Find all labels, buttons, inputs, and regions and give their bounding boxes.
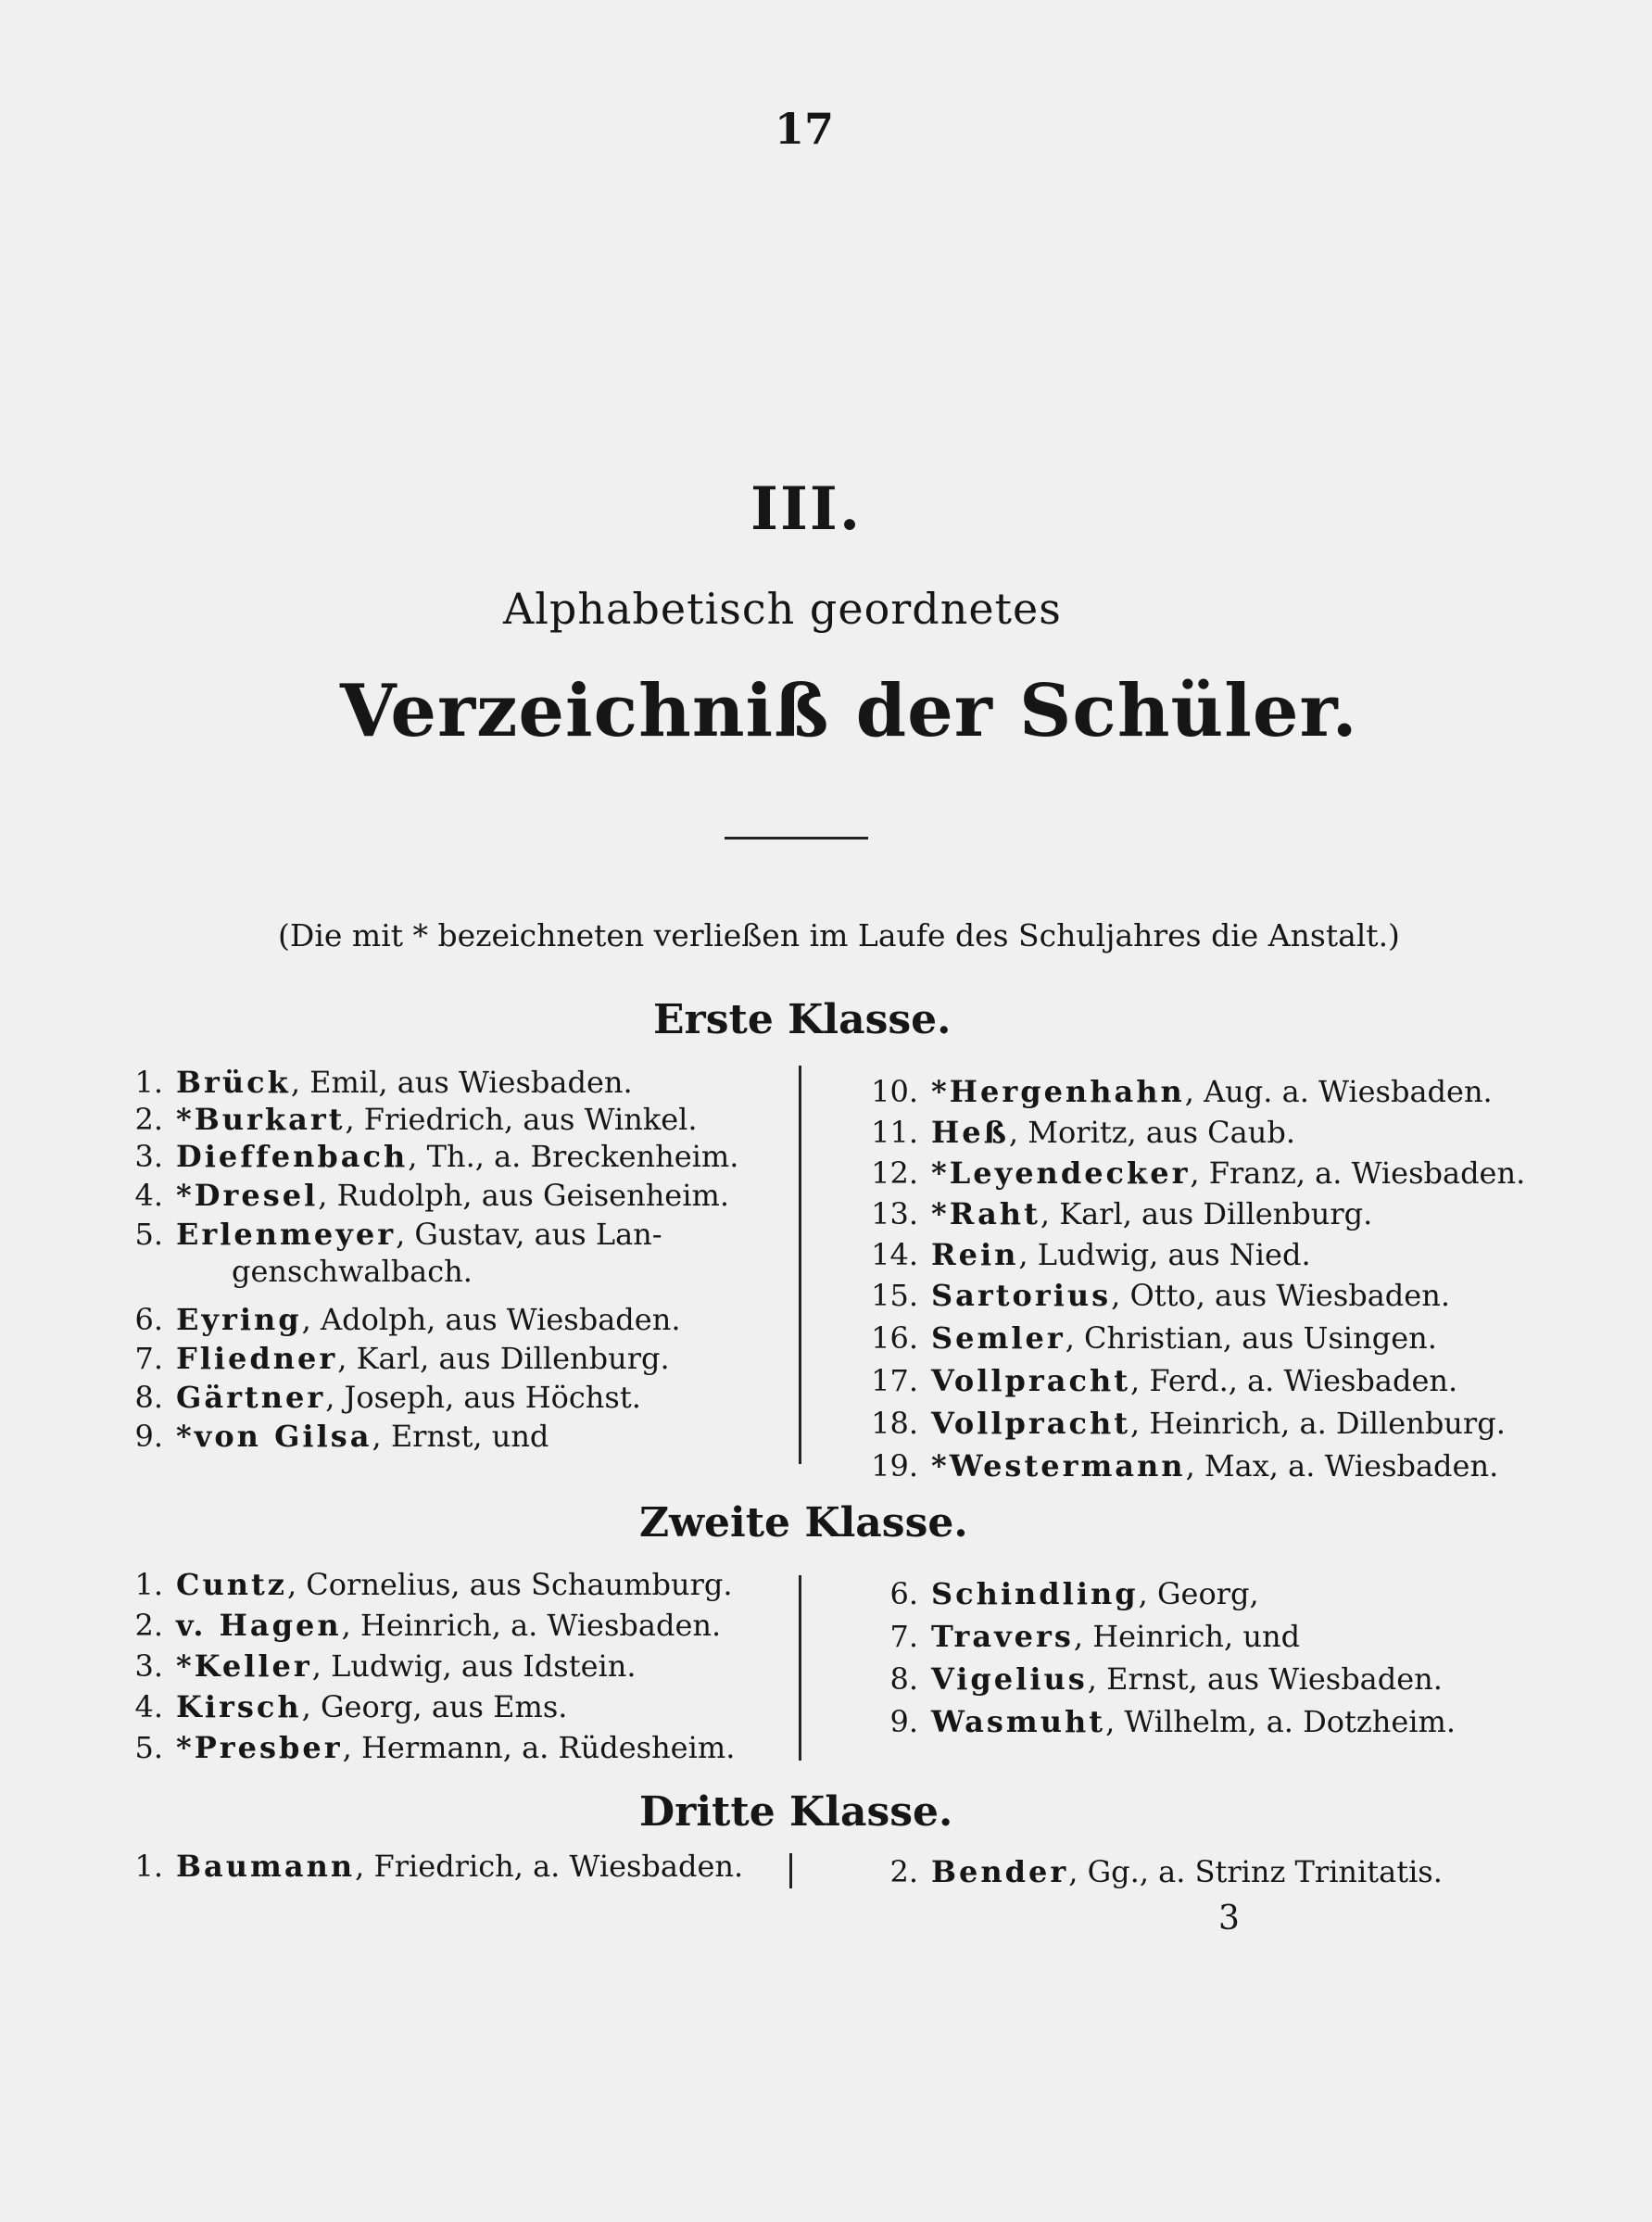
entry-details: , Th., a. Breckenheim. bbox=[408, 1139, 739, 1174]
list-item bbox=[102, 1566, 733, 1603]
entry-surname: Travers bbox=[931, 1619, 1074, 1654]
entry-number: 14. bbox=[871, 1237, 918, 1272]
list-item bbox=[839, 1155, 1525, 1192]
list-item bbox=[102, 1064, 633, 1101]
list-item bbox=[102, 1729, 735, 1766]
entry-number: 18. bbox=[871, 1406, 918, 1441]
list-item bbox=[839, 1660, 1443, 1698]
entry-number: 11. bbox=[871, 1115, 918, 1150]
entry-surname: Bender bbox=[931, 1854, 1069, 1889]
page-title: Verzeichniß der Schüler. bbox=[340, 669, 1358, 753]
entry-details: , Georg, aus Ems. bbox=[301, 1689, 568, 1724]
entry-surname: Eyring bbox=[176, 1302, 302, 1337]
entry-details: , Heinrich, und bbox=[1073, 1619, 1301, 1654]
entry-number: 8. bbox=[134, 1380, 163, 1415]
entry-number: 1. bbox=[134, 1567, 163, 1602]
entry-number: 4. bbox=[134, 1689, 163, 1724]
entry-number: 1. bbox=[134, 1849, 163, 1884]
entry-details: , Max, a. Wiesbaden. bbox=[1185, 1448, 1499, 1483]
entry-surname: v. Hagen bbox=[176, 1608, 342, 1643]
list-item bbox=[839, 1114, 1295, 1151]
entry-number: 19. bbox=[871, 1448, 918, 1483]
entry-details: , Ludwig, aus Idstein. bbox=[311, 1648, 637, 1684]
list-item bbox=[102, 1301, 680, 1338]
list-item bbox=[102, 1216, 662, 1253]
entry-details: , Friedrich, aus Winkel. bbox=[345, 1102, 698, 1137]
entry-surname: Baumann bbox=[176, 1849, 356, 1884]
entry-details: , Ernst, und bbox=[372, 1419, 549, 1454]
entry-number: 7. bbox=[134, 1341, 163, 1376]
entry-surname: Sartorius bbox=[931, 1278, 1112, 1313]
entry-details: , Wilhelm, a. Dotzheim. bbox=[1105, 1704, 1457, 1739]
entry-surname: Wasmuht bbox=[931, 1704, 1106, 1739]
list-item bbox=[839, 1236, 1311, 1273]
entry-details: , Rudolph, aus Geisenheim. bbox=[318, 1178, 729, 1213]
entry-surname: Vollpracht bbox=[931, 1363, 1131, 1398]
entry-details: , Karl, aus Dillenburg. bbox=[1040, 1196, 1373, 1231]
entry-details: , Heinrich, a. Dillenburg. bbox=[1130, 1406, 1506, 1441]
entry-surname: *Leyendecker bbox=[931, 1155, 1191, 1191]
entry-number: 6. bbox=[134, 1302, 163, 1337]
entry-surname: *Presber bbox=[176, 1730, 343, 1765]
section-number: III. bbox=[750, 474, 863, 544]
signature-mark: 3 bbox=[1218, 1900, 1240, 1938]
entry-details: , Adolph, aus Wiesbaden. bbox=[301, 1302, 681, 1337]
entry-surname: Gärtner bbox=[176, 1380, 326, 1415]
entry-details: , Heinrich, a. Wiesbaden. bbox=[341, 1608, 722, 1643]
list-item bbox=[839, 1575, 1259, 1612]
entry-details: , Gg., a. Strinz Trinitatis. bbox=[1068, 1854, 1443, 1889]
entry-surname: *Dresel bbox=[176, 1178, 319, 1213]
list-item bbox=[102, 1177, 729, 1214]
column-divider bbox=[799, 1575, 801, 1761]
entry-surname: Fliedner bbox=[176, 1341, 338, 1376]
entry-surname: Heß bbox=[931, 1115, 1009, 1150]
entry-number: 5. bbox=[134, 1217, 163, 1252]
explanatory-note: (Die mit * bezeichneten verließen im Laufe des Schuljahres die Anstalt.) bbox=[278, 917, 1400, 953]
entry-details: , Otto, aus Wiesbaden. bbox=[1111, 1278, 1450, 1313]
list-item bbox=[839, 1073, 1493, 1110]
list-item bbox=[839, 1618, 1300, 1655]
entry-number: 10. bbox=[871, 1074, 918, 1109]
entry-surname: Brück bbox=[176, 1065, 291, 1100]
class-heading-dritte: Dritte Klasse. bbox=[639, 1788, 953, 1836]
entry-details: , Karl, aus Dillenburg. bbox=[337, 1341, 670, 1376]
list-item bbox=[102, 1340, 670, 1377]
entry-details: , Christian, aus Usingen. bbox=[1065, 1320, 1437, 1356]
list-item bbox=[102, 1418, 549, 1455]
entry-details: , Cornelius, aus Schaumburg. bbox=[286, 1567, 733, 1602]
entry-number: 9. bbox=[134, 1419, 163, 1454]
list-item bbox=[839, 1195, 1372, 1232]
list-item bbox=[102, 1648, 637, 1685]
list-item bbox=[102, 1379, 641, 1416]
list-item bbox=[102, 1848, 743, 1885]
entry-number: 15. bbox=[871, 1278, 918, 1313]
entry-details: , Aug. a. Wiesbaden. bbox=[1184, 1074, 1493, 1109]
entry-number: 12. bbox=[871, 1155, 918, 1191]
entry-details: , Joseph, aus Höchst. bbox=[325, 1380, 641, 1415]
entry-surname: *Keller bbox=[176, 1648, 312, 1684]
entry-surname: Vollpracht bbox=[931, 1406, 1131, 1441]
entry-details: , Ferd., a. Wiesbaden. bbox=[1130, 1363, 1458, 1398]
subtitle: Alphabetisch geordnetes bbox=[503, 584, 1062, 634]
list-item bbox=[839, 1853, 1443, 1890]
entry-details: , Ludwig, aus Nied. bbox=[1018, 1237, 1311, 1272]
entry-surname: *Raht bbox=[931, 1196, 1040, 1231]
list-item bbox=[839, 1277, 1450, 1314]
entry-number: 2. bbox=[134, 1608, 163, 1643]
entry-number: 5. bbox=[134, 1730, 163, 1765]
entry-number: 9. bbox=[889, 1704, 918, 1739]
class-heading-erste: Erste Klasse. bbox=[653, 996, 952, 1043]
entry-surname: *Burkart bbox=[176, 1102, 346, 1137]
entry-details: , Hermann, a. Rüdesheim. bbox=[342, 1730, 736, 1765]
entry-surname: *Hergenhahn bbox=[931, 1074, 1185, 1109]
entry-number: 3. bbox=[134, 1648, 163, 1684]
column-divider bbox=[799, 1066, 801, 1464]
class-heading-zweite: Zweite Klasse. bbox=[639, 1499, 968, 1547]
entry-number: 6. bbox=[889, 1576, 918, 1611]
list-item bbox=[839, 1319, 1437, 1357]
entry-number: 17. bbox=[871, 1363, 918, 1398]
list-item bbox=[839, 1703, 1456, 1740]
entry-details: , Gustav, aus Lan- bbox=[396, 1217, 662, 1252]
column-divider bbox=[789, 1853, 792, 1888]
entry-surname: Kirsch bbox=[176, 1689, 302, 1724]
entry-number: 1. bbox=[134, 1065, 163, 1100]
entry-surname: Rein bbox=[931, 1237, 1019, 1272]
entry-surname: Cuntz bbox=[176, 1567, 287, 1602]
entry-details: , Georg, bbox=[1138, 1576, 1259, 1611]
list-item bbox=[839, 1447, 1498, 1484]
entry-details: , Emil, aus Wiesbaden. bbox=[290, 1065, 633, 1100]
entry-number: 2. bbox=[889, 1854, 918, 1889]
entry-number: 8. bbox=[889, 1661, 918, 1697]
divider bbox=[725, 837, 868, 840]
entry-number: 2. bbox=[134, 1102, 163, 1137]
entry-number: 7. bbox=[889, 1619, 918, 1654]
entry-surname: Dieffenbach bbox=[176, 1139, 409, 1174]
entry-number: 16. bbox=[871, 1320, 918, 1356]
list-item-continuation: genschwalbach. bbox=[232, 1254, 473, 1289]
entry-details: , Moritz, aus Caub. bbox=[1008, 1115, 1295, 1150]
entry-surname: *Westermann bbox=[931, 1448, 1186, 1483]
entry-surname: *von Gilsa bbox=[176, 1419, 372, 1454]
list-item bbox=[102, 1688, 567, 1725]
entry-surname: Vigelius bbox=[931, 1661, 1088, 1697]
entry-surname: Schindling bbox=[931, 1576, 1139, 1611]
list-item bbox=[839, 1405, 1506, 1442]
entry-details: , Franz, a. Wiesbaden. bbox=[1190, 1155, 1526, 1191]
list-item bbox=[839, 1362, 1457, 1399]
entry-surname: Erlenmeyer bbox=[176, 1217, 397, 1252]
entry-number: 4. bbox=[134, 1178, 163, 1213]
page-number: 17 bbox=[775, 104, 835, 154]
entry-surname: Semler bbox=[931, 1320, 1066, 1356]
entry-number: 13. bbox=[871, 1196, 918, 1231]
list-item bbox=[102, 1101, 698, 1138]
entry-details: , Friedrich, a. Wiesbaden. bbox=[355, 1849, 744, 1884]
entry-details: , Ernst, aus Wiesbaden. bbox=[1087, 1661, 1443, 1697]
entry-number: 3. bbox=[134, 1139, 163, 1174]
list-item bbox=[102, 1607, 721, 1644]
list-item bbox=[102, 1138, 738, 1175]
